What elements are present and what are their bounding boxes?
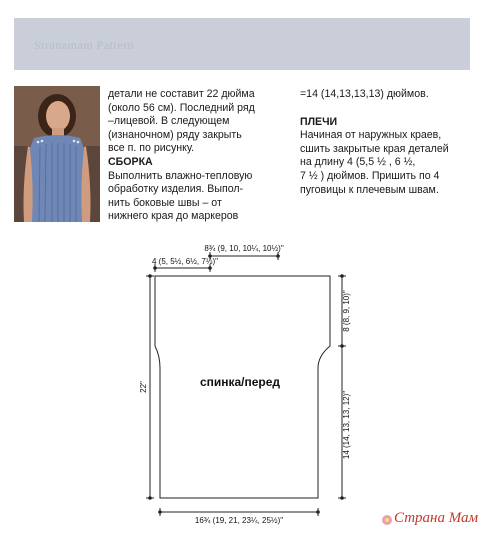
piece-label: спинка/перед	[199, 375, 281, 389]
side-measure-label: 14 (14, 13, 13, 12)"	[342, 390, 351, 460]
text-line: нить боковые швы – от	[108, 196, 222, 209]
text-line: детали не составит 22 дюйма	[108, 88, 255, 100]
top-measure-label: 8¾ (9, 10, 10¼, 10½)"	[204, 244, 284, 253]
text-line: обработку изделия. Выпол-	[108, 183, 244, 196]
text-line: (около 56 см). Последний ряд	[108, 101, 255, 114]
armhole-measure-label: 8 (8, 9, 10)"	[342, 290, 351, 332]
text-line: пуговицы к плечевым швам.	[300, 183, 439, 196]
watermark-flower-icon	[381, 514, 393, 526]
bottom-measure-label: 16¾ (19, 21, 23¼, 25½)"	[194, 516, 284, 525]
text-line: –лицевой. В следующем	[108, 115, 230, 128]
text-line: 7 ½ ) дюймов. Пришить по 4	[300, 169, 440, 182]
length-measure-label: 22"	[139, 381, 148, 393]
text-line: =14 (14,13,13,13) дюймов.	[300, 88, 429, 100]
text-line: нижнего края до маркеров	[108, 210, 239, 223]
section-heading-shoulders: ПЛЕЧИ	[300, 115, 338, 128]
text-line: сшить закрытые края деталей	[300, 142, 449, 155]
text-line: (изнаночном) ряду закрыть	[108, 128, 242, 141]
text-line: все п. по рисунку.	[108, 142, 195, 155]
banner-text: Stranamam Pattern	[34, 38, 135, 52]
shoulder-measure-label: 4 (5, 5½, 6½, 7½)"	[152, 257, 218, 266]
watermark: Страна Мам	[394, 510, 479, 526]
text-line: Выполнить влажно-тепловую	[108, 169, 253, 182]
text-line: Начиная от наружных краев,	[300, 129, 442, 142]
section-heading-assembly: СБОРКА	[108, 155, 153, 168]
text-line: на длину 4 (5,5 ½ , 6 ½,	[300, 156, 416, 169]
